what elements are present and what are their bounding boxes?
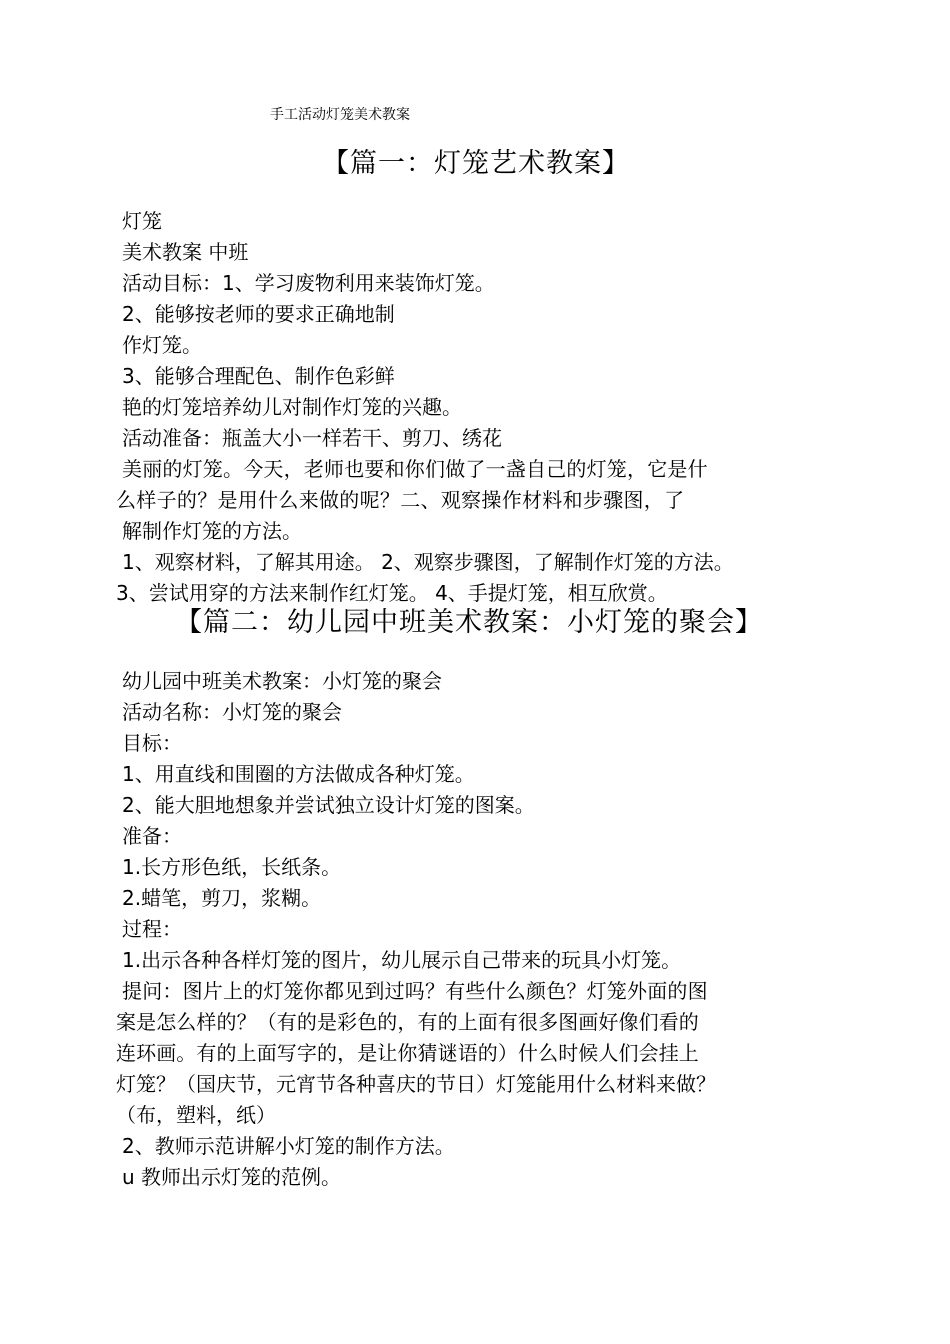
text-line: 艳的灯笼培养幼儿对制作灯笼的兴趣。 <box>122 395 462 419</box>
text-line: 解制作灯笼的方法。 <box>122 519 302 543</box>
text-line: 么样子的？是用什么来做的呢？二、观察操作材料和步骤图，了 <box>116 488 685 512</box>
text-line: 3、尝试用穿的方法来制作红灯笼。 4、手提灯笼，相互欣赏。 <box>116 581 668 605</box>
text-line: 案是怎么样的？（有的是彩色的，有的上面有很多图画好像们看的 <box>116 1010 699 1034</box>
text-line: 过程： <box>122 917 182 941</box>
text-line: 1.长方形色纸，长纸条。 <box>122 855 342 879</box>
text-line: 2、能够按老师的要求正确地制 <box>122 302 395 326</box>
text-line: 目标： <box>122 731 182 755</box>
text-line: 3、能够合理配色、制作色彩鲜 <box>122 364 395 388</box>
text-line: 2、教师示范讲解小灯笼的制作方法。 <box>122 1134 455 1158</box>
text-line: 灯笼？（国庆节，元宵节各种喜庆的节日）灯笼能用什么材料来做？ <box>116 1072 716 1096</box>
text-line: 准备： <box>122 824 182 848</box>
text-line: 提问：图片上的灯笼你都见到过吗？有些什么颜色？灯笼外面的图 <box>122 979 708 1003</box>
text-line: 活动名称：小灯笼的聚会 <box>122 700 342 724</box>
section-title-2: 【篇二：幼儿园中班美术教案：小灯笼的聚会】 <box>175 607 763 638</box>
text-line: （布，塑料，纸） <box>116 1103 276 1127</box>
text-line: 1.出示各种各样灯笼的图片，幼儿展示自己带来的玩具小灯笼。 <box>122 948 682 972</box>
text-line: 连环画。有的上面写字的，是让你猜谜语的）什么时候人们会挂上 <box>116 1041 699 1065</box>
text-line: 美丽的灯笼。今天，老师也要和你们做了一盏自己的灯笼，它是什 <box>122 457 708 481</box>
text-line: 美术教案 中班 <box>122 240 249 264</box>
text-line: 活动准备：瓶盖大小一样若干、剪刀、绣花 <box>122 426 502 450</box>
text-line: 2、能大胆地想象并尝试独立设计灯笼的图案。 <box>122 793 535 817</box>
text-line: 2.蜡笔，剪刀，浆糊。 <box>122 886 322 910</box>
text-line: 1、观察材料，了解其用途。 2、观察步骤图，了解制作灯笼的方法。 <box>122 550 734 574</box>
text-line: 幼儿园中班美术教案：小灯笼的聚会 <box>122 669 442 693</box>
text-line: 活动目标：1、学习废物利用来装饰灯笼。 <box>122 271 495 295</box>
text-line: u 教师出示灯笼的范例。 <box>122 1165 342 1189</box>
section-title-1: 【篇一：灯笼艺术教案】 <box>322 148 630 179</box>
text-line: 1、用直线和围圈的方法做成各种灯笼。 <box>122 762 475 786</box>
document-header: 手工活动灯笼美术教案 <box>270 107 410 123</box>
text-line: 作灯笼。 <box>122 333 202 357</box>
text-line: 灯笼 <box>122 209 162 233</box>
